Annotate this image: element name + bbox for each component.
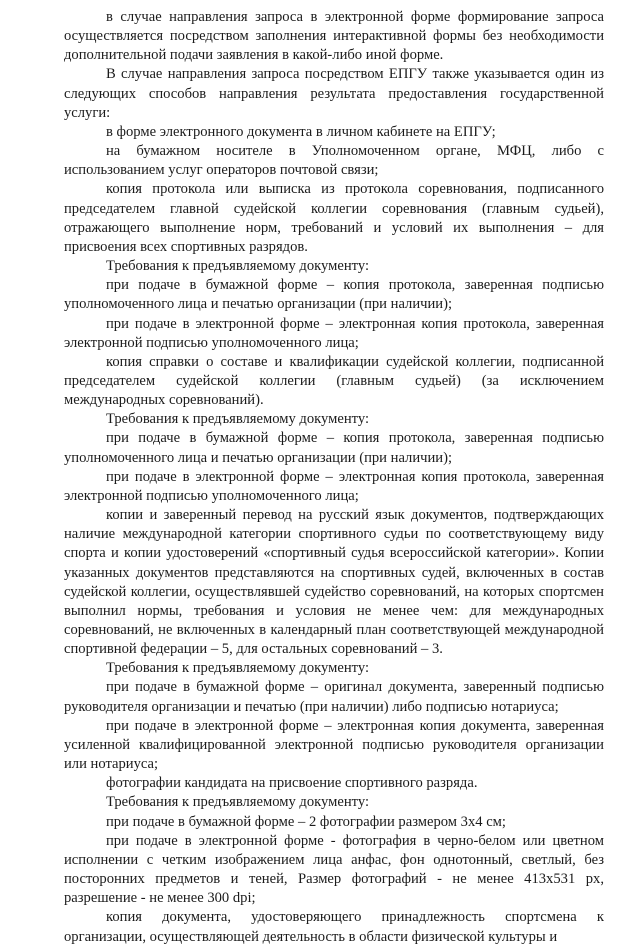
paragraph: при подаче в бумажной форме – копия протокола, заверенная подписью уполномоченного лица и печатью организации (при наличии);	[64, 277, 604, 313]
paragraph: при подаче в электронной форме – электронная копия протокола, заверенная электронной подписью уполномоченного лица;	[64, 315, 604, 351]
paragraph: на бумажном носителе в Уполномоченном органе, МФЦ, либо с использованием услуг операторов почтовой связи;	[64, 143, 604, 179]
paragraph: при подаче в электронной форме - фотография в черно-белом или цветном исполнении с четким изображением лица анфас, фон однотонный, светлый, без посторонних предметов и теней, Размер фотографий - не менее 413х531 px, разрешение - не менее 300 dpi;	[64, 832, 604, 907]
paragraph: при подаче в бумажной форме – 2 фотографии размером 3х4 см;	[106, 813, 506, 830]
paragraph: копия документа, удостоверяющего принадлежность спортсмена к организации, осуществляющей деятельность в области физической культуры и	[64, 909, 604, 945]
requirements-heading: Требования к предъявляемому документу:	[106, 411, 370, 428]
requirements-heading: Требования к предъявляемому документу:	[106, 258, 370, 275]
paragraph: В случае направления запроса посредством ЕПГУ также указывается один из следующих способов направления результата предоставления государственной услуги:	[64, 66, 604, 121]
paragraph: при подаче в бумажной форме – копия протокола, заверенная подписью уполномоченного лица и печатью организации (при наличии);	[64, 430, 604, 466]
paragraph: в случае направления запроса в электронной форме формирование запроса осуществляется посредством заполнения интерактивной формы без необходимости дополнительной подачи заявления в какой-либо иной форме.	[64, 9, 604, 64]
paragraph: фотографии кандидата на присвоение спортивного разряда.	[106, 775, 478, 792]
paragraph: копия справки о составе и квалификации судейской коллегии, подписанной председателем судейской коллегии (главным судьей) (за исключением международных соревнований).	[64, 353, 604, 409]
paragraph: в форме электронного документа в личном кабинете на ЕПГУ;	[106, 123, 496, 140]
paragraph: при подаче в бумажной форме – оригинал документа, заверенный подписью руководителя организации и печатью (при наличии) либо подписью нотариуса;	[64, 679, 604, 715]
requirements-heading: Требования к предъявляемому документу:	[106, 660, 370, 677]
paragraph: при подаче в электронной форме – электронная копия протокола, заверенная электронной подписью уполномоченного лица;	[64, 468, 604, 504]
paragraph: при подаче в электронной форме – электронная копия документа, заверенная усиленной квалифицированной электронной подписью руководителя организации или нотариуса;	[64, 717, 604, 773]
paragraph: копии и заверенный перевод на русский язык документов, подтверждающих наличие международной категории спортивного судьи по соответствующему виду спорта и копии удостоверений «спортивный судья всероссийской категории». Копии указанных документов представляются на спортивных судей, включенных в состав судейской коллегии, осуществлявшей судейство соревнований, на которых спортсмен выполнил нормы, требования и условия не менее чем: для международных соревнований, не включенных в календарный план соответствующей международной спортивной федерации – 5, для остальных соревнований – 3.	[64, 507, 604, 658]
requirements-heading: Требования к предъявляемому документу:	[106, 794, 370, 811]
paragraph: копия протокола или выписка из протокола соревнования, подписанного председателем главной судейской коллегии соревнования (главным судьей), отражающего выполнение норм, требований и условий их выполнения – для присвоения всех спортивных разрядов.	[64, 181, 604, 255]
